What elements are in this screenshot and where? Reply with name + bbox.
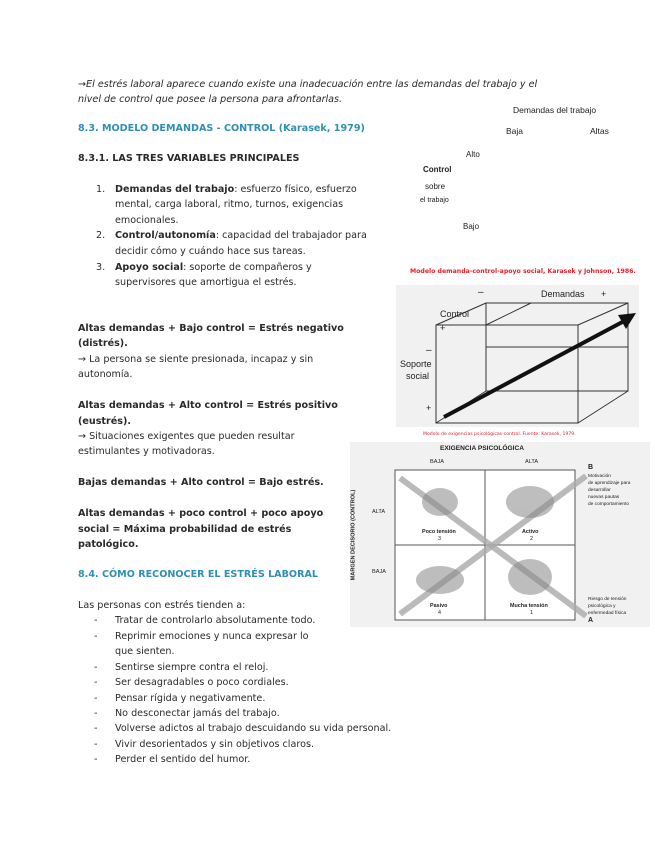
combo-4-title: Altas demandas + poco control + poco apoyo [78, 508, 324, 519]
list-item: Sentirse siempre contra el reloj. [115, 662, 269, 673]
bullet-dash: - [94, 723, 98, 734]
bullet-dash: - [94, 708, 98, 719]
fig3-b-text: nuevas pautas [588, 495, 620, 500]
list-item-cont: supervisores que amortigua el estrés. [115, 277, 297, 288]
list-item: Perder el sentido del humor. [115, 754, 251, 765]
fig3-baja-col: BAJA [430, 459, 444, 465]
fig1-control-label: Control [423, 165, 452, 174]
list-item: Apoyo social: soporte de compañeros y [115, 262, 312, 273]
q4-number: 1 [530, 610, 533, 616]
section-8-4-heading: 8.4. CÓMO RECONOCER EL ESTRÉS LABORAL [78, 569, 318, 580]
fig3-a-text: Riesgo de tensión [588, 597, 627, 602]
combo-2-desc-cont: estimulantes y motivadoras. [78, 446, 215, 457]
list-item: Ser desagradables o poco cordiales. [115, 677, 289, 688]
fig2-plus-top: + [601, 289, 607, 299]
fig3-alta-row: ALTA [372, 509, 386, 515]
fig1-demandas-label: Demandas del trabajo [513, 105, 597, 115]
fig3-title: EXIGENCIA PSICOLÓGICA [440, 445, 525, 452]
figure-demand-control-support-cube [396, 285, 639, 427]
combo-4-title-cont: patológico. [78, 539, 139, 550]
list-item: Pensar rígida y negativamente. [115, 693, 266, 704]
fig3-axis-label: MARGEN DECISORIO (CONTROL) [350, 489, 357, 581]
section-8-3-1-heading: 8.3.1. LAS TRES VARIABLES PRINCIPALES [78, 153, 300, 164]
figure-q3 [416, 566, 464, 594]
combo-1-desc-cont: autonomía. [78, 369, 133, 380]
bullet-dash: - [94, 662, 98, 673]
fig3-caption: Modelo de exigencias psicológicas-control. Fuente: Karasek, 1979. [423, 432, 576, 437]
fig3-b-text: desarrollar [588, 488, 611, 493]
figure-q4 [508, 559, 552, 595]
list-item: Reprimir emociones y nunca expresar lo [115, 631, 309, 642]
fig2-demandas-label: Demandas [541, 289, 585, 299]
fig1-trabajo-label: el trabajo [420, 197, 449, 204]
fig1-bajo-label: Bajo [463, 222, 480, 231]
figure-karasek-quadrants [350, 442, 650, 627]
fig3-b-text: de aprendizaje para [588, 481, 631, 486]
list-item-cont: mental, carga laboral, ritmo, turnos, exigencias [115, 199, 344, 210]
list-number: 2. [96, 230, 106, 241]
fig2-minus-left: – [426, 345, 432, 356]
q3-number: 4 [438, 610, 441, 616]
fig2-plus-left: + [440, 323, 446, 333]
q3-label: Pasivo [430, 603, 448, 609]
list-item: Demandas del trabajo: esfuerzo físico, esfuerzo [115, 184, 357, 195]
list-item: Volverse adictos al trabajo descuidando su vida personal. [115, 723, 392, 734]
fig3-b-label: B [588, 464, 594, 471]
intro-line-2: nivel de control que posee la persona para afrontarlas. [78, 94, 343, 105]
fig1-altas-label: Altas [590, 126, 609, 136]
fig1-alto-label: Alto [466, 150, 480, 159]
figure-q1 [422, 488, 458, 516]
q1-label: Poco tensión [422, 529, 456, 535]
list-item: No desconectar jamás del trabajo. [115, 708, 280, 719]
combo-2-title-cont: (eustrés). [78, 416, 131, 427]
list-number: 1. [96, 184, 106, 195]
list-item: Tratar de controlarlo absolutamente todo. [115, 615, 316, 626]
combo-1-title-cont: (distrés). [78, 338, 128, 349]
q4-label: Mucha tensión [510, 603, 548, 609]
combo-3-title: Bajas demandas + Alto control = Bajo estrés. [78, 477, 324, 488]
bullet-dash: - [94, 693, 98, 704]
list-number: 3. [96, 262, 106, 273]
cube-diagram [396, 285, 639, 427]
list-item-cont: emocionales. [115, 215, 179, 226]
fig2-plus-bottom: + [426, 403, 432, 413]
q1-number: 3 [438, 536, 441, 542]
bullet-dash: - [94, 739, 98, 750]
fig3-baja-row: BAJA [372, 569, 386, 575]
fig2-minus-top: – [478, 287, 484, 298]
fig1-sobre-label: sobre [425, 182, 446, 191]
section-8-3-heading: 8.3. MODELO DEMANDAS - CONTROL (Karasek, 1979) [78, 123, 365, 134]
list-item: Control/autonomía: capacidad del trabajador para [115, 230, 367, 241]
list-item: Vivir desorientados y sin objetivos claros. [115, 739, 314, 750]
combo-2-desc: → Situaciones exigentes que pueden resultar [78, 431, 295, 442]
arrow-line [444, 319, 628, 417]
combo-1-desc: → La persona se siente presionada, incapaz y sin [78, 354, 314, 365]
fig2-caption: Modelo demanda-control-apoyo social, Karasek y Johnson, 1986. [410, 268, 636, 275]
fig2-soporte-label: Soporte [400, 359, 432, 369]
figure-q2 [506, 486, 554, 518]
bullet-dash: - [94, 631, 98, 642]
fig2-control-label: Control [440, 309, 470, 319]
combo-1-title: Altas demandas + Bajo control = Estrés negativo [78, 323, 344, 334]
intro-line-1: →El estrés laboral aparece cuando existe una inadecuación entre las demandas del trabajo y el [78, 79, 538, 90]
list-item-cont: decidir cómo y cuándo hace sus tareas. [115, 246, 306, 257]
combo-4-title-cont: social = Máxima probabilidad de estrés [78, 524, 292, 535]
fig3-a-text: psicológica y [588, 604, 616, 609]
list-item-cont: que sienten. [115, 646, 175, 657]
bullet-dash: - [94, 677, 98, 688]
bullet-dash: - [94, 754, 98, 765]
q2-number: 2 [530, 536, 533, 542]
fig2-social-label: social [406, 371, 430, 381]
fig3-a-text: enfermedad física [588, 611, 627, 616]
fig3-a-label: A [588, 617, 594, 624]
q2-label: Activo [522, 529, 539, 535]
combo-2-title: Altas demandas + Alto control = Estrés positivo [78, 400, 338, 411]
fig3-b-text: de comportamiento [588, 502, 630, 507]
fig3-alta-col: ALTA [525, 459, 539, 465]
fig1-baja-label: Baja [506, 126, 524, 136]
bullet-dash: - [94, 615, 98, 626]
fig3-b-text: Motivación [588, 474, 611, 479]
symptoms-intro: Las personas con estrés tienden a: [78, 600, 246, 611]
